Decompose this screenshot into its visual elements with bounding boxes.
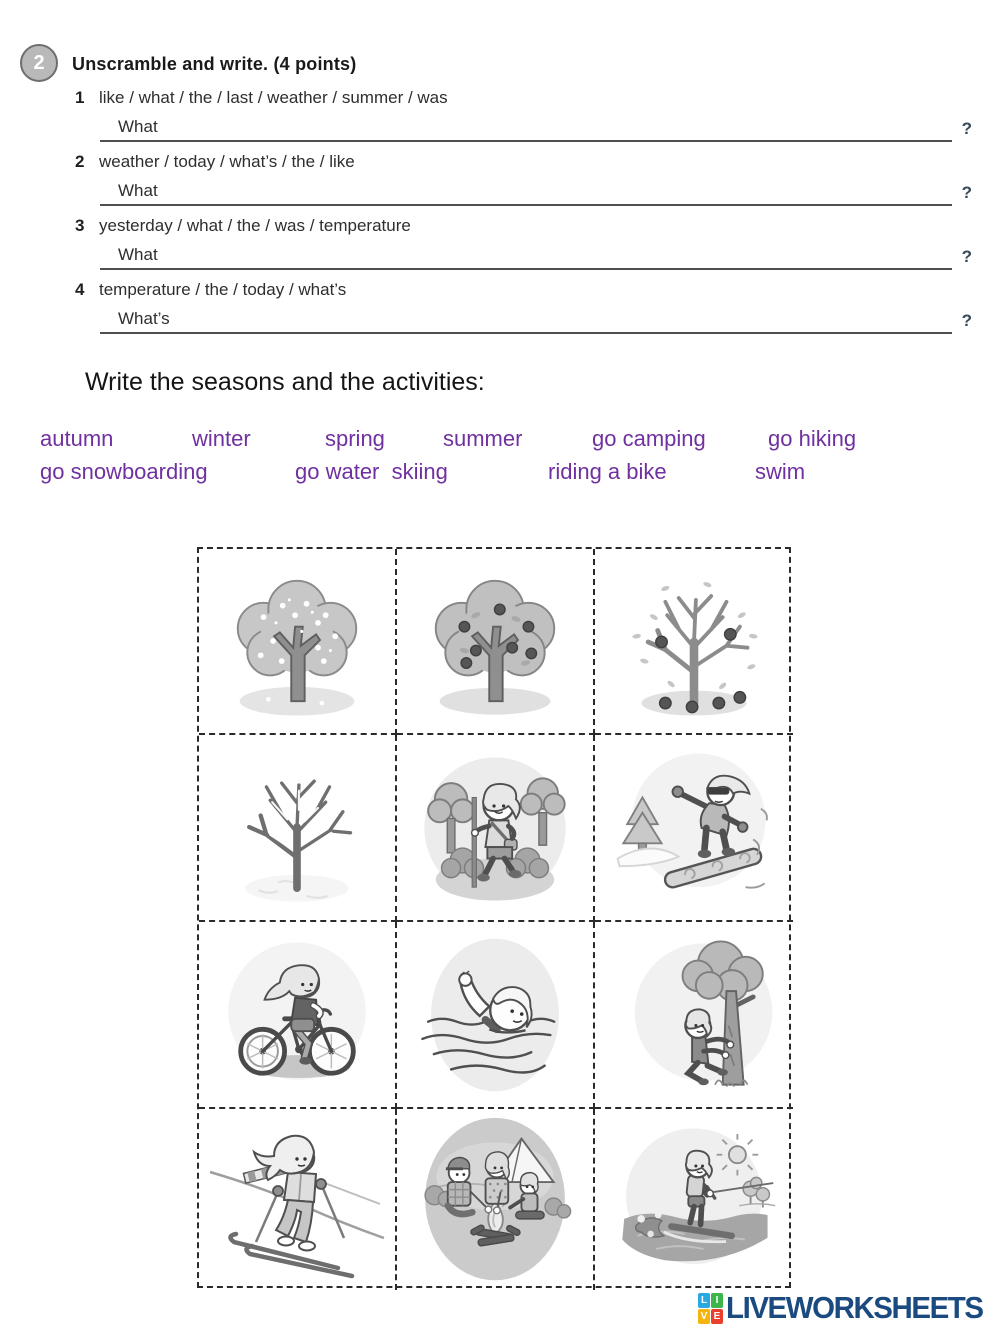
picture-grid — [197, 547, 791, 1288]
question-item-4 — [0, 280, 1000, 334]
question-number: 1 — [75, 88, 85, 107]
wordbank-summer: summer — [443, 426, 523, 451]
answer-line-2[interactable] — [100, 174, 972, 206]
question-item-1 — [0, 88, 1000, 142]
question-number: 2 — [75, 152, 85, 171]
grid-cell-climbing-tree[interactable] — [595, 922, 793, 1109]
answer-start-word: What’s — [118, 309, 170, 328]
answer-start-word: What — [118, 117, 158, 136]
question-mark: ? — [961, 311, 972, 330]
activities-heading: Write the seasons and the activities: — [85, 368, 485, 396]
answer-start-word: What — [118, 181, 158, 200]
question-mark: ? — [961, 119, 972, 138]
scrambled-words: weather / today / what’s / the / like — [99, 152, 355, 171]
grid-cell-autumn-tree[interactable] — [595, 549, 793, 735]
girl-riding-bike-illustration — [211, 931, 383, 1099]
scrambled-words: yesterday / what / the / was / temperature — [99, 216, 411, 235]
question-item-3 — [0, 216, 1000, 270]
answer-line-4[interactable] — [100, 302, 972, 334]
grid-cell-riding-bike[interactable] — [199, 922, 397, 1109]
logo-square-v: V — [698, 1309, 710, 1324]
wordbank-go-snowboarding: go snowboarding — [40, 459, 208, 484]
grid-cell-summer-tree[interactable] — [397, 549, 595, 735]
grid-cell-skiing[interactable] — [199, 1109, 397, 1290]
kid-snowboarding-illustration — [608, 744, 780, 912]
summer-apple-tree-illustration — [409, 559, 581, 723]
spring-blossom-tree-illustration — [211, 559, 383, 723]
logo-square-e: E — [711, 1309, 723, 1324]
kid-swimming-illustration — [409, 930, 581, 1100]
grid-cell-snowboarding[interactable] — [595, 735, 793, 922]
wordbank-go-water-skiing: go water skiing — [295, 459, 448, 484]
answer-line-1[interactable] — [100, 110, 972, 142]
exercise-title: Unscramble and write. (4 points) — [72, 54, 357, 74]
grid-cell-swimming[interactable] — [397, 922, 595, 1109]
wordbank-go-hiking: go hiking — [768, 426, 857, 451]
liveworksheets-logo[interactable] — [698, 1292, 996, 1324]
girl-water-skiing-illustration — [609, 1117, 779, 1283]
scrambled-words: temperature / the / today / what’s — [99, 280, 347, 299]
grid-cell-hiking[interactable] — [397, 735, 595, 922]
logo-wordmark: LIVEWORKSHEETS — [726, 1290, 983, 1325]
wordbank-autumn: autumn — [40, 426, 114, 451]
liveworksheets-grid-icon — [698, 1293, 723, 1324]
wordbank-go-camping: go camping — [592, 426, 706, 451]
exercise-number-badge: 2 — [20, 44, 58, 82]
scrambled-words: like / what / the / last / weather / summer / was — [99, 88, 448, 107]
girl-hiking-illustration — [409, 744, 581, 912]
winter-bare-tree-illustration — [211, 745, 383, 911]
question-number: 3 — [75, 216, 85, 235]
answer-line-3[interactable] — [100, 238, 972, 270]
question-mark: ? — [961, 247, 972, 266]
wordbank-swim: swim — [755, 459, 806, 484]
answer-start-word: What — [118, 245, 158, 264]
logo-square-i: I — [711, 1293, 723, 1308]
question-mark: ? — [961, 183, 972, 202]
wordbank-riding-a-bike: riding a bike — [548, 459, 667, 484]
grid-cell-water-skiing[interactable] — [595, 1109, 793, 1290]
grid-cell-winter-tree[interactable] — [199, 735, 397, 922]
family-camping-illustration — [410, 1114, 580, 1286]
girl-skiing-illustration — [204, 1114, 390, 1286]
autumn-tree-falling-leaves-illustration — [608, 559, 780, 723]
girl-climbing-tree-illustration — [608, 930, 780, 1100]
question-item-2 — [0, 152, 1000, 206]
grid-cell-spring-tree[interactable] — [199, 549, 397, 735]
logo-square-l: L — [698, 1293, 710, 1308]
grid-cell-camping[interactable] — [397, 1109, 595, 1290]
wordbank-winter: winter — [192, 426, 251, 451]
question-number: 4 — [75, 280, 85, 299]
wordbank-spring: spring — [325, 426, 385, 451]
